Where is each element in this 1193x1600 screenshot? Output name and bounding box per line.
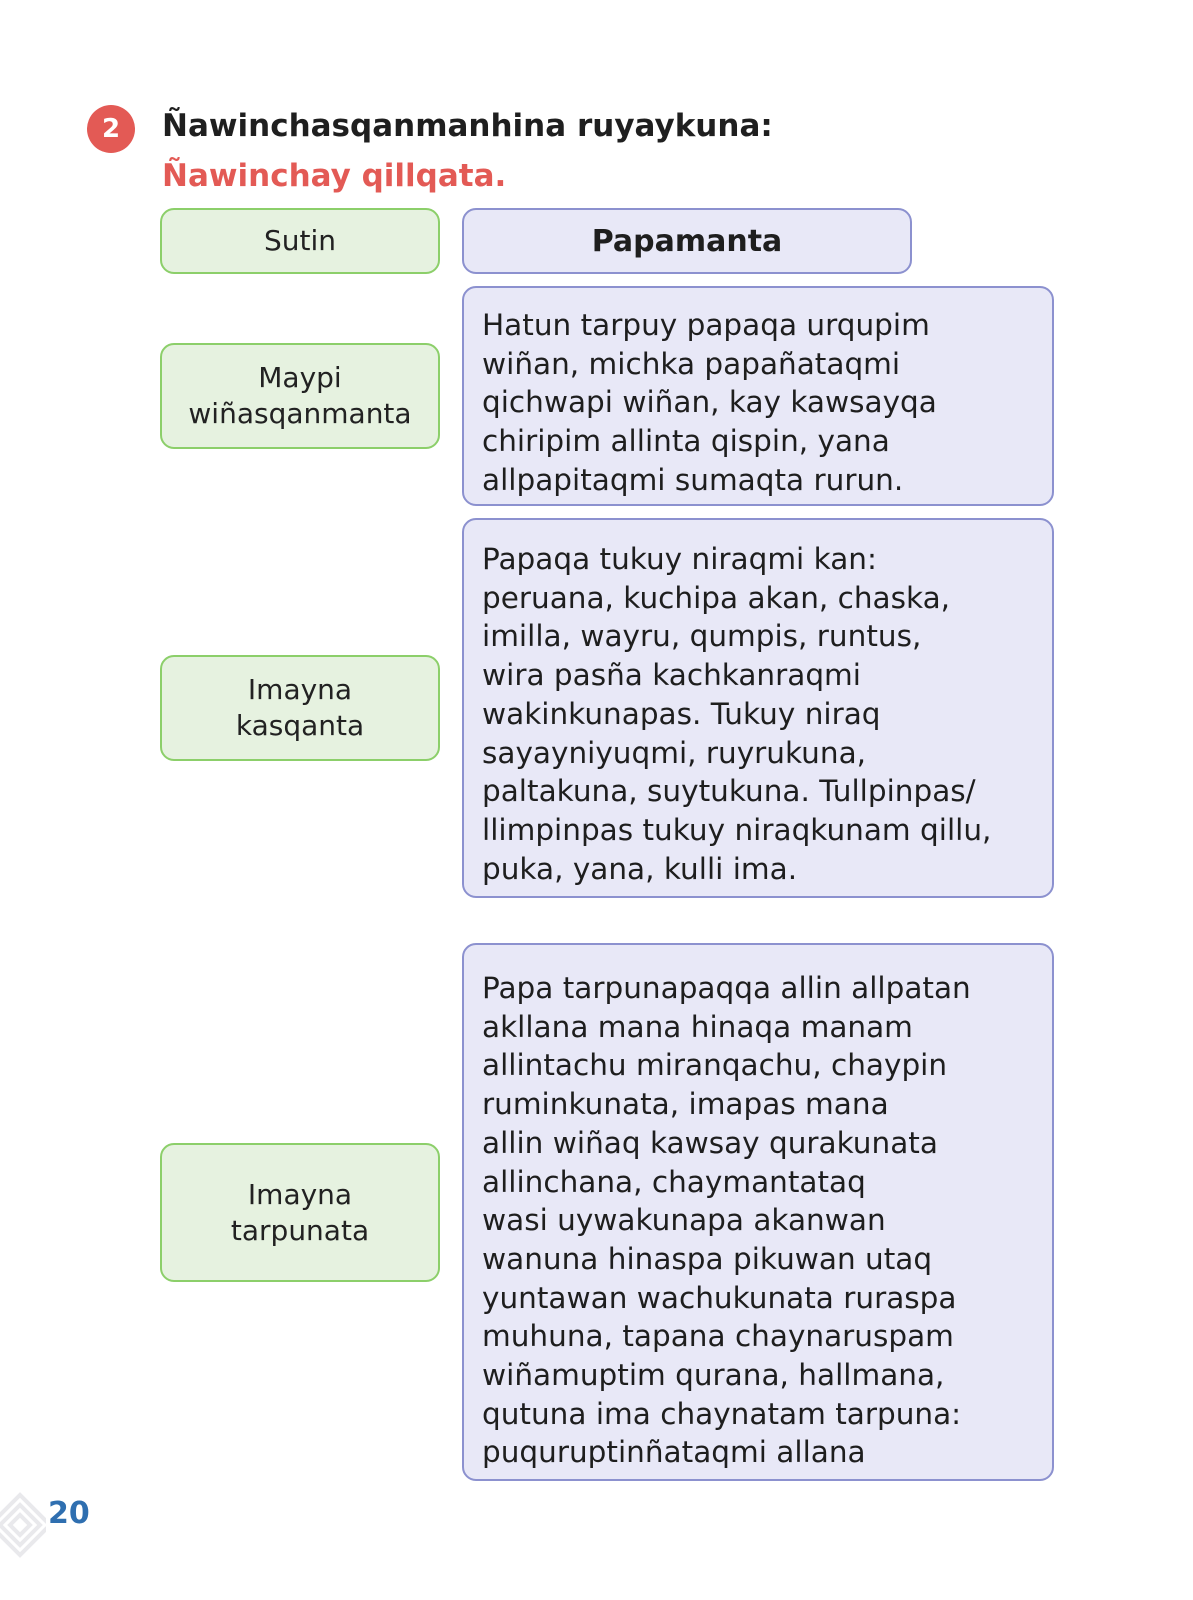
row-text-line: sayayniyuqmi, ruyrukuna, [482,735,867,770]
row-label-box [160,343,440,449]
row-text-line: llimpinpas tukuy niraqkunam qillu, [482,812,992,847]
row-text-box [462,286,1054,506]
row-text-line: yuntawan wachukunata ruraspa [482,1280,957,1315]
row-text-line: akllana mana hinaqa manam [482,1009,913,1044]
row-text-line: wasi uywakunapa akanwan [482,1203,886,1238]
row-text-line: Papaqa tukuy niraqmi kan: [482,542,877,576]
corner-pattern-icon [0,1470,46,1580]
left-header-label: Sutin [263,224,337,257]
row-text-line: wakinkunapas. Tukuy niraq [482,696,881,731]
left-column-header [160,208,440,274]
section-number: 2 [101,114,121,144]
row-label-line: wiñasqanmanta [188,397,412,430]
row-text-line: wiñan, michka papañataqmi [482,346,901,381]
row-label-line: Maypi [258,361,342,394]
right-header-label: Papamanta [591,223,783,259]
row-text-line: chiripim allinta qispin, yana [482,424,890,459]
row-text-line: ruminkunata, imapas mana [482,1087,889,1122]
row-text-line: allpapitaqmi sumaqta rurun. [482,462,904,497]
row-text-line: qichwapi wiñan, kay kawsayqa [482,385,937,420]
row-text-line: Papa tarpunapaqqa allin allpatan [482,971,971,1005]
row-text-line: Hatun tarpuy papaqa urqupim [482,308,930,342]
row-text-line: peruana, kuchipa akan, chaska, [482,580,951,615]
right-column-header [462,208,912,274]
section-title: Ñawinchasqanmanhina ruyaykuna: [162,108,773,144]
page-number: 20 [48,1496,90,1531]
row-label-box [160,1143,440,1282]
row-label-line: Imayna [247,673,353,706]
row-text-line: puquruptinñataqmi allana [482,1435,866,1470]
section-number-badge [87,105,135,153]
row-text-line: allintachu miranqachu, chaypin [482,1048,948,1083]
row-text-line: allin wiñaq kawsay qurakunata [482,1125,938,1160]
row-text-line: wiñamuptim qurana, hallmana, [482,1358,945,1393]
row-text-line: puka, yana, kulli ima. [482,851,798,886]
row-text-line: paltakuna, suytukuna. Tullpinpas/ [482,774,976,809]
row-text-box [462,943,1054,1481]
section-subtitle: Ñawinchay qillqata. [162,158,507,194]
row-text-box [462,518,1054,898]
row-label-box [160,655,440,761]
row-text-line: wanuna hinaspa pikuwan utaq [482,1241,933,1276]
row-text-line: imilla, wayru, qumpis, runtus, [482,619,922,654]
row-text-line: muhuna, tapana chaynaruspam [482,1319,954,1354]
row-text-line: qutuna ima chaynatam tarpuna: [482,1396,962,1431]
row-label-line: tarpunata [230,1213,370,1247]
row-text-line: wira pasña kachkanraqmi [482,658,861,693]
row-label-line: Imayna [247,1177,353,1211]
row-label-line: kasqanta [235,709,365,742]
row-text-line: allinchana, chaymantataq [482,1164,866,1199]
